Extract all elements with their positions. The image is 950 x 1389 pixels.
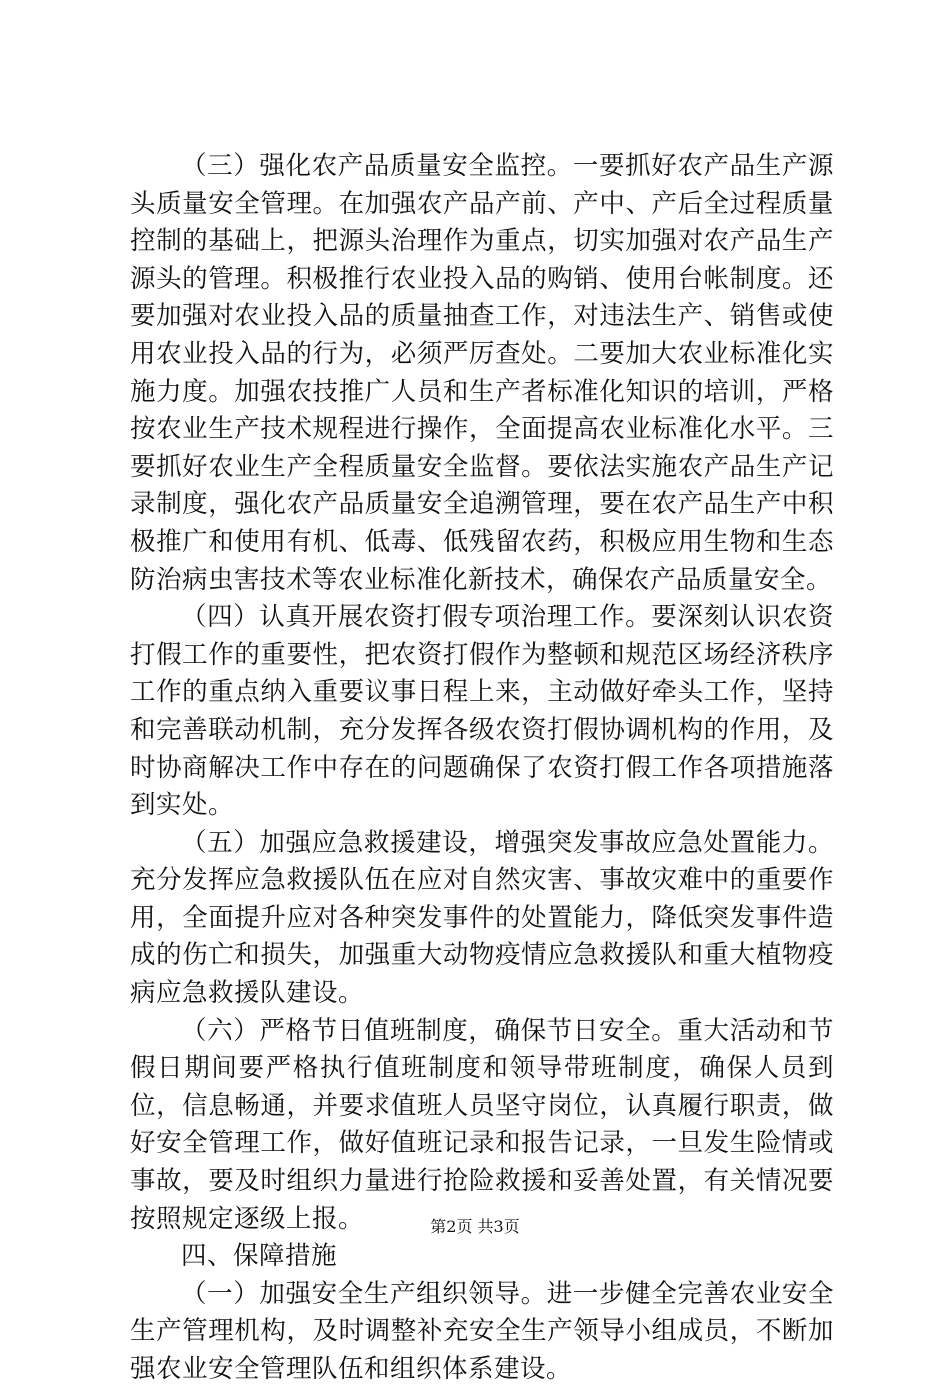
paragraph-6-holiday-duty: （六）严格节日值班制度，确保节日安全。重大活动和节假日期间要严格执行值班制度和领导带班制度，确保人员到位，信息畅通，并要求值班人员坚守岗位，认真履行职责，做好安全管理工作，做好值班记录和报告记录，一旦发生险情或事故，要及时组织力量进行抢险救援和妥善处置，有关情况要按照规定逐级上报。 (130, 1015, 834, 1234)
page-number-footer: 第2页 共3页 (430, 1217, 520, 1236)
section-heading-safeguards: 四、保障措施 (181, 1241, 338, 1272)
paragraph-1-organization-leadership: （一）加强安全生产组织领导。进一步健全完善农业安全生产管理机构，及时调整补充安全生产领导小组成员，不断加强农业安全管理队伍和组织体系建设。 (130, 1278, 834, 1384)
paragraph-5-emergency-rescue: （五）加强应急救援建设，增强突发事故应急处置能力。充分发挥应急救援队伍在应对自然灾害、事故灾难中的重要作用，全面提升应对各种突发事件的处置能力，降低突发事件造成的伤亡和损失，加强重大动物疫情应急救援队和重大植物疫病应急救援队建设。 (130, 827, 834, 1009)
paragraph-3-quality-supervision: （三）强化农产品质量安全监控。一要抓好农产品生产源头质量安全管理。在加强农产品产前、产中、产后全过程质量控制的基础上，把源头治理作为重点，切实加强对农产品生产源头的管理。积极推行农业投入品的购销、使用台帐制度。还要加强对农业投入品的质量抽查工作，对违法生产、销售或使用农业投入品的行为，必须严厉查处。二要加大农业标准化实施力度。加强农技推广人员和生产者标准化知识的培训，严格按农业生产技术规程进行操作，全面提高农业标准化水平。三要抓好农业生产全程质量安全监督。要依法实施农产品生产记录制度，强化农产品质量安全追溯管理，要在农产品生产中积极推广和使用有机、低毒、低残留农药，积极应用生物和生态防治病虫害技术等农业标准化新技术，确保农产品质量安全。 (130, 151, 834, 595)
paragraph-4-anti-counterfeit: （四）认真开展农资打假专项治理工作。要深刻认识农资打假工作的重要性，把农资打假作为整顿和规范区场经济秩序工作的重点纳入重要议事日程上来，主动做好牵头工作，坚持和完善联动机制，充分发挥各级农资打假协调机构的作用，及时协商解决工作中存在的问题确保了农资打假工作各项措施落到实处。 (130, 602, 834, 821)
document-body (130, 148, 834, 1389)
